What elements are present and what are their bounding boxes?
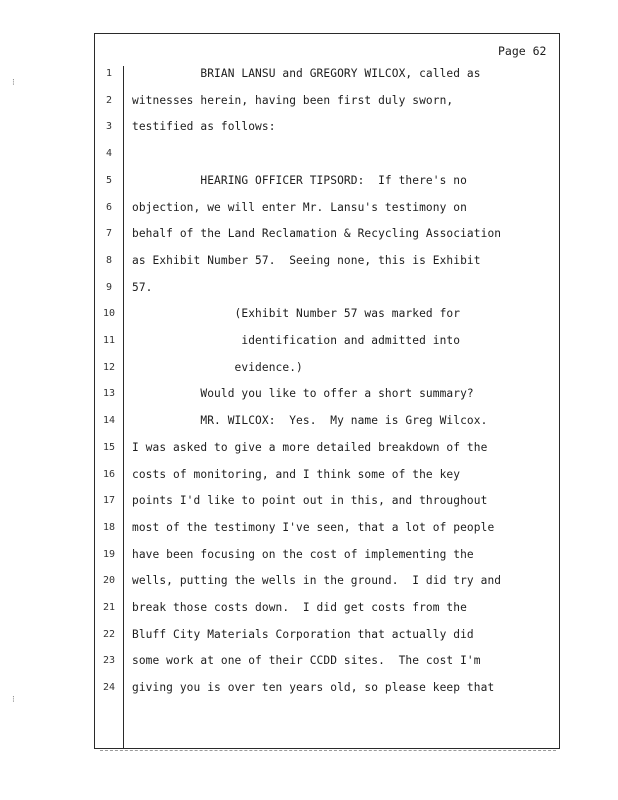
- line-number: 15: [102, 441, 116, 453]
- transcript-line: BRIAN LANSU and GREGORY WILCOX, called as: [132, 67, 481, 80]
- line-number: 21: [102, 602, 116, 613]
- transcript-line: break those costs down. I did get costs from the: [132, 601, 467, 614]
- transcript-line: giving you is over ten years old, so please keep that: [132, 681, 495, 695]
- line-number: 3: [105, 121, 113, 133]
- line-number: 13: [102, 388, 116, 400]
- line-number: 20: [102, 575, 116, 587]
- line-number: 7: [105, 228, 113, 240]
- transcript-line: some work at one of their CCDD sites. The cost I'm: [132, 654, 481, 668]
- line-number: 4: [105, 148, 113, 160]
- transcript-line: points I'd like to point out in this, and throughout: [132, 494, 488, 508]
- transcript-line: objection, we will enter Mr. Lansu's testimony on: [132, 200, 467, 214]
- transcript-line: (Exhibit Number 57 was marked for: [132, 307, 461, 321]
- transcript-line: behalf of the Land Reclamation & Recycling Association: [132, 227, 502, 241]
- transcript-line: as Exhibit Number 57. Seeing none, this is Exhibit: [132, 253, 481, 267]
- transcript-line: Bluff City Materials Corporation that actually did: [132, 627, 474, 641]
- transcript-line: costs of monitoring, and I think some of the key: [132, 467, 461, 481]
- line-number: 8: [105, 254, 113, 266]
- scan-artifact-mark: ⁝: [12, 695, 15, 705]
- line-number: 5: [105, 174, 113, 186]
- line-number: 24: [102, 682, 116, 694]
- transcript-line: Would you like to offer a short summary?: [132, 387, 474, 401]
- transcript-line: evidence.): [132, 360, 303, 374]
- line-number: 17: [102, 495, 116, 507]
- page-number: Page 62: [498, 44, 547, 58]
- line-number: 2: [105, 94, 113, 106]
- line-number: 14: [102, 415, 116, 427]
- line-number: 23: [102, 655, 116, 667]
- line-number: 11: [102, 335, 116, 346]
- transcript-line: most of the testimony I've seen, that a lot of people: [132, 520, 495, 534]
- line-number-margin-rule: [123, 66, 124, 749]
- transcript-line: identification and admitted into: [132, 334, 461, 347]
- transcript-line: 57.: [132, 280, 153, 294]
- line-number: 6: [105, 201, 113, 213]
- line-number: 10: [102, 308, 116, 320]
- scan-bottom-edge: [100, 750, 556, 751]
- line-number: 16: [102, 468, 116, 480]
- transcript-line: wells, putting the wells in the ground. I did try and: [132, 574, 502, 588]
- transcript-line: have been focusing on the cost of implementing the: [132, 547, 474, 561]
- transcript-line: I was asked to give a more detailed breakdown of the: [132, 440, 488, 454]
- transcript-line: testified as follows:: [132, 120, 276, 134]
- transcript-line: HEARING OFFICER TIPSORD: If there's no: [132, 173, 467, 187]
- transcript-line: MR. WILCOX: Yes. My name is Greg Wilcox.: [132, 414, 488, 428]
- scan-artifact-mark: ⁝: [12, 78, 15, 88]
- line-number: 18: [102, 521, 116, 533]
- line-number: 19: [102, 548, 116, 560]
- line-number: 22: [102, 628, 116, 640]
- line-number: 9: [105, 281, 113, 293]
- line-number: 12: [102, 361, 116, 373]
- line-number: 1: [105, 68, 113, 79]
- transcript-line: witnesses herein, having been first duly sworn,: [132, 93, 454, 107]
